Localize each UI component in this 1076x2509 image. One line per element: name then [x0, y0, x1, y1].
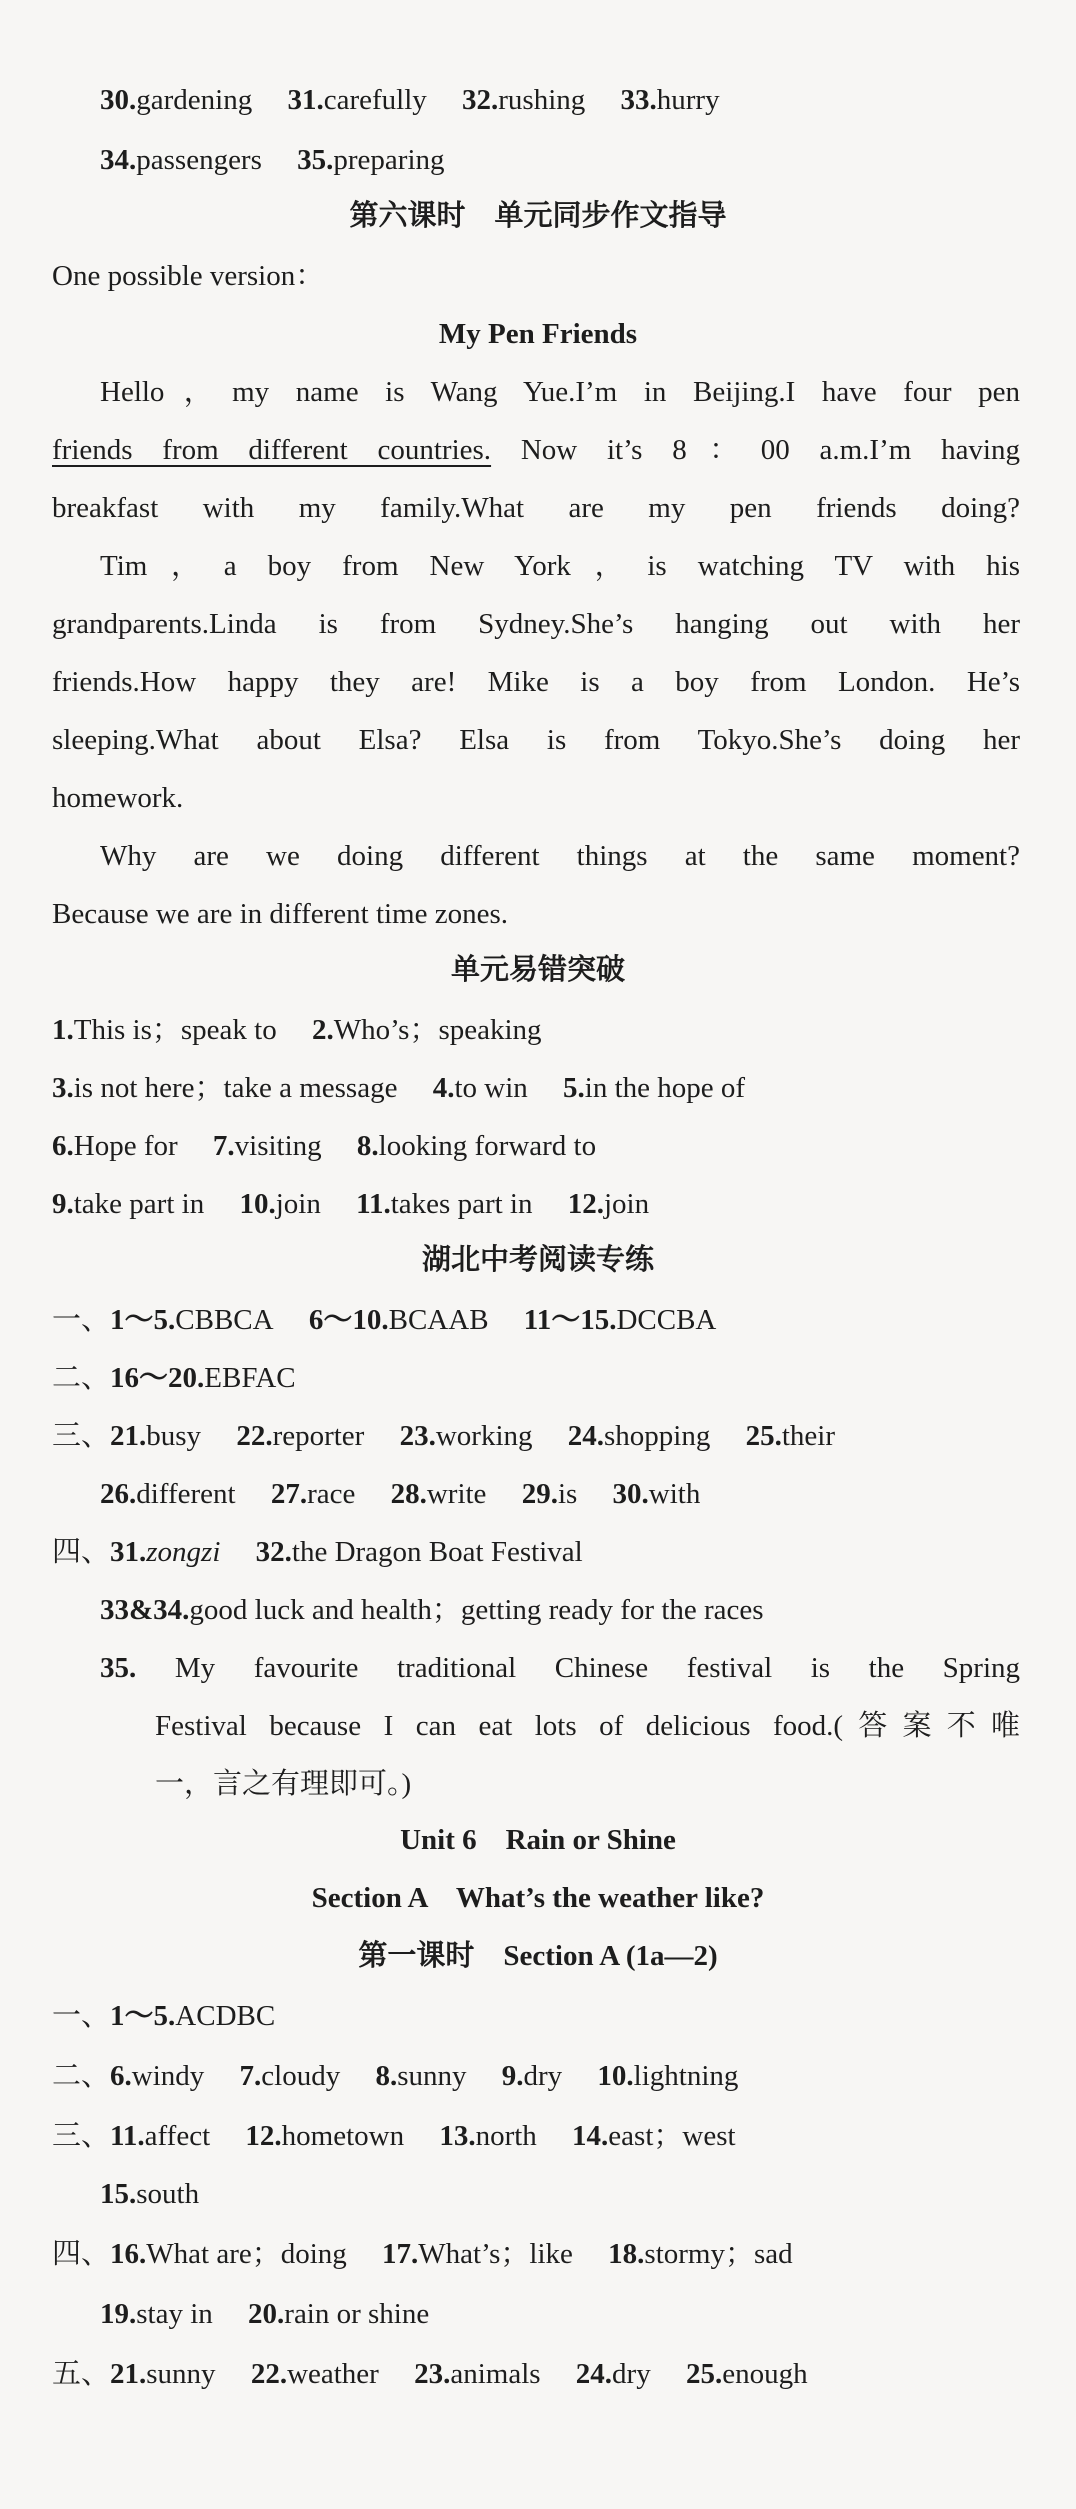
answer-line: 1.This is；speak to 2.Who’s；speaking — [52, 1014, 542, 1046]
answer-line: 33&34.good luck and health；getting ready for the races — [100, 1594, 764, 1626]
section-title: Section A What’s the weather like? — [311, 1882, 765, 1914]
answer-line: Festival because I can eat lots of delicious food.(答案不唯 — [155, 1710, 1020, 1742]
answer-line: 一、1～5.CBBCA 6～10.BCAAB 11～15.DCCBA — [52, 1304, 717, 1336]
answer-line: 五、21.sunny 22.weather 23.animals 24.dry 25.enough — [52, 2358, 808, 2390]
essay-line: Tim，a boy from New York，is watching TV with his — [100, 550, 1020, 582]
essay-line: Because we are in different time zones. — [52, 898, 509, 930]
section-heading: 单元易错突破 — [450, 954, 625, 986]
answer-line: 19.stay in 20.rain or shine — [100, 2298, 430, 2330]
section-heading: 湖北中考阅读专练 — [421, 1244, 654, 1276]
essay-line: homework. — [52, 782, 184, 814]
answer-line: 6.Hope for 7.visiting 8.looking forward to — [52, 1130, 597, 1162]
essay-title: My Pen Friends — [438, 318, 638, 350]
answer-line: 26.different 27.race 28.write 29.is 30.with — [100, 1478, 701, 1510]
answer-line: 三、11.affect 12.hometown 13.north 14.east；west — [52, 2120, 736, 2152]
answer-line: 9.take part in 10.join 11.takes part in 12.join — [52, 1188, 650, 1220]
section-heading: 第六课时 单元同步作文指导 — [349, 200, 727, 232]
essay-line: friends from different countries. Now it’s 8：00 a.m.I’m having — [52, 434, 1020, 466]
essay-line: Why are we doing different things at the same moment? — [100, 840, 1020, 872]
answer-line: 四、31.zongzi 32.the Dragon Boat Festival — [52, 1536, 583, 1568]
answer-line: 3.is not here；take a message 4.to win 5.in the hope of — [52, 1072, 746, 1104]
answer-line: 一，言之有理即可。) — [155, 1768, 412, 1800]
answer-line: 15.south — [100, 2178, 200, 2210]
essay-intro: One possible version： — [52, 260, 325, 292]
essay-line: Hello，my name is Wang Yue.I’m in Beijing.I have four pen — [100, 376, 1020, 408]
answer-line: 三、21.busy 22.reporter 23.working 24.shopping 25.their — [52, 1420, 836, 1452]
answer-line: 30.gardening 31.carefully 32.rushing 33.hurry — [100, 84, 720, 116]
essay-line: sleeping.What about Elsa? Elsa is from Tokyo.She’s doing her — [52, 724, 1020, 756]
answer-line: 二、6.windy 7.cloudy 8.sunny 9.dry 10.lightning — [52, 2060, 739, 2092]
answer-line: 四、16.What are；doing 17.What’s；like 18.stormy；sad — [52, 2238, 793, 2270]
underlined-text: friends from different countries. — [52, 434, 492, 466]
lesson-title: 第一课时 Section A (1a—2) — [358, 1940, 718, 1972]
essay-line: friends.How happy they are! Mike is a boy from London. He’s — [52, 666, 1020, 698]
unit-title: Unit 6 Rain or Shine — [400, 1824, 676, 1856]
answer-line: 35. My favourite traditional Chinese festival is the Spring — [100, 1652, 1021, 1684]
essay-line: breakfast with my family.What are my pen friends doing? — [52, 492, 1020, 524]
answer-line: 34.passengers 35.preparing — [100, 144, 445, 176]
answer-line: 二、16～20.EBFAC — [52, 1362, 296, 1394]
answer-line: 一、1～5.ACDBC — [52, 2000, 276, 2032]
essay-line: grandparents.Linda is from Sydney.She’s hanging out with her — [52, 608, 1020, 640]
